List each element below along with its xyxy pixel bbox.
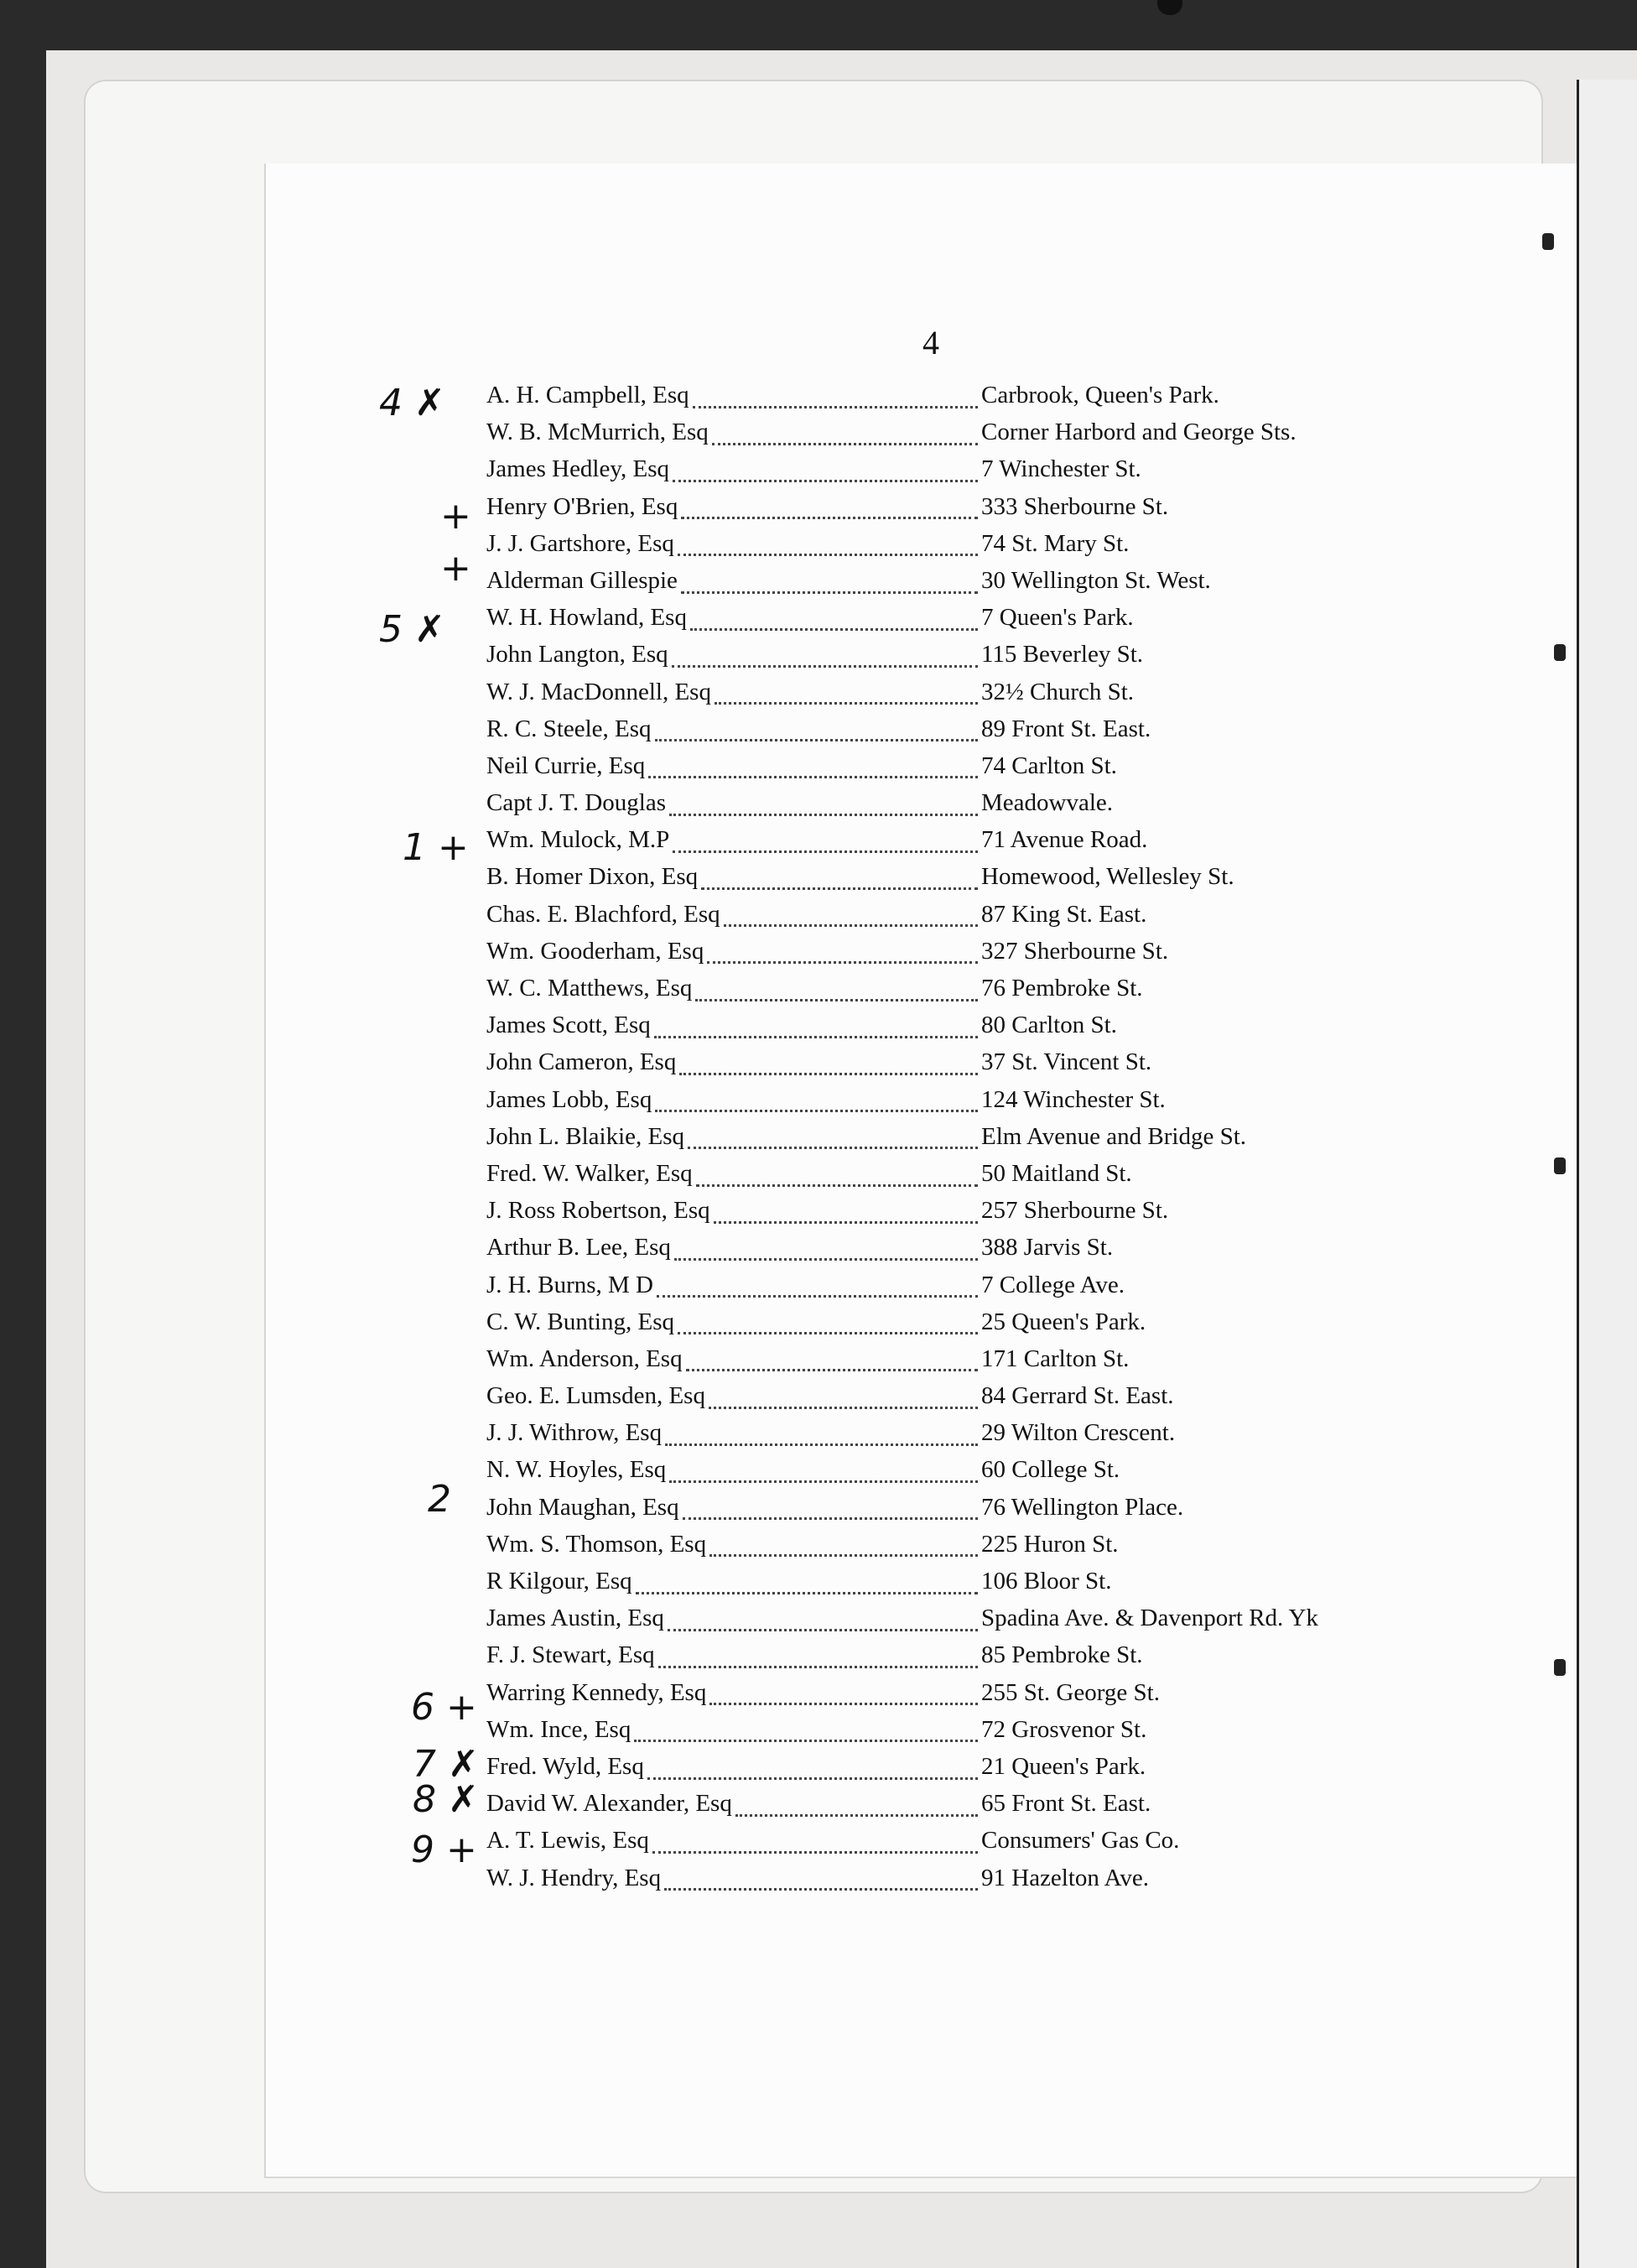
dot-leader	[683, 1517, 978, 1520]
entry-address: 85 Pembroke St.	[981, 1641, 1143, 1669]
list-item	[486, 1272, 1417, 1308]
entry-address: Carbrook, Queen's Park.	[981, 382, 1219, 408]
dot-leader	[709, 1703, 978, 1705]
entry-name: James Austin, Esq	[486, 1605, 664, 1632]
list-item	[486, 901, 1417, 938]
dot-leader	[679, 1073, 978, 1075]
list-item	[486, 1197, 1417, 1234]
handwritten-mark: 4 ✗	[379, 382, 445, 424]
handwritten-mark: 6 +	[411, 1686, 477, 1729]
dot-leader	[715, 702, 978, 705]
entry-address: 80 Carlton St.	[981, 1012, 1117, 1039]
dot-leader	[652, 1851, 978, 1854]
entry-address: 30 Wellington St. West.	[981, 566, 1211, 594]
entry-address: 7 College Ave.	[981, 1271, 1125, 1298]
list-item	[486, 530, 1417, 567]
dot-leader	[678, 554, 978, 556]
entry-name: Wm. S. Thomson, Esq	[486, 1530, 707, 1558]
entry-address: 225 Huron St.	[981, 1530, 1119, 1558]
dot-leader	[673, 480, 978, 482]
entry-name: Wm. Anderson, Esq	[486, 1345, 683, 1372]
dot-leader	[674, 1258, 978, 1261]
dot-leader	[681, 591, 978, 594]
dot-leader	[712, 443, 978, 445]
entry-name: James Lobb, Esq	[486, 1085, 652, 1113]
binding-tack-icon	[1554, 644, 1566, 661]
list-item	[486, 1568, 1417, 1605]
handwritten-mark: 8 ✗	[413, 1778, 479, 1821]
entry-address: 7 Winchester St.	[981, 455, 1141, 483]
entry-name: James Hedley, Esq	[486, 455, 669, 483]
dot-leader	[709, 1407, 978, 1409]
entry-address: Homewood, Wellesley St.	[981, 863, 1234, 891]
dot-leader	[648, 776, 978, 778]
entry-address: 171 Carlton St.	[981, 1345, 1130, 1372]
entry-address: 257 Sherbourne St.	[981, 1197, 1169, 1225]
scan-artifact	[1157, 0, 1182, 15]
entry-address: Spadina Ave. & Davenport Rd. Yk	[981, 1605, 1318, 1632]
entry-name: John Langton, Esq	[486, 641, 668, 668]
entry-address: 333 Sherbourne St.	[981, 492, 1169, 520]
dot-leader	[664, 1888, 978, 1891]
entry-name: W. J. MacDonnell, Esq	[486, 678, 711, 705]
handwritten-mark: 9 +	[411, 1828, 477, 1871]
handwritten-mark: 1 +	[403, 826, 469, 869]
entry-name: Chas. E. Blachford, Esq	[486, 900, 720, 928]
dot-leader	[690, 628, 978, 631]
entry-address: 76 Pembroke St.	[981, 975, 1143, 1001]
dot-leader	[673, 850, 978, 853]
entry-name: Alderman Gillespie	[486, 566, 678, 594]
list-item	[486, 1123, 1417, 1160]
list-item	[486, 1753, 1417, 1790]
entry-name: John Cameron, Esq	[486, 1048, 677, 1076]
dot-leader	[701, 887, 978, 890]
entry-name: Henry O'Brien, Esq	[486, 492, 678, 520]
entry-name: J. Ross Robertson, Esq	[486, 1197, 710, 1225]
entry-name: J. J. Gartshore, Esq	[486, 529, 674, 557]
dot-leader	[655, 1110, 978, 1112]
entry-name: R. C. Steele, Esq	[486, 715, 652, 742]
entry-name: Warring Kennedy, Esq	[486, 1678, 707, 1706]
dot-leader	[657, 1295, 978, 1298]
list-item	[486, 789, 1417, 826]
entry-name: A. H. Campbell, Esq	[486, 382, 689, 408]
list-item	[486, 975, 1417, 1012]
list-item	[486, 938, 1417, 975]
dot-leader	[669, 814, 978, 816]
entry-name: W. C. Matthews, Esq	[486, 975, 693, 1001]
binding-tack-icon	[1542, 233, 1554, 250]
entry-address: Consumers' Gas Co.	[981, 1827, 1180, 1854]
dot-leader	[636, 1592, 978, 1594]
dot-leader	[695, 999, 978, 1001]
list-item	[486, 1790, 1417, 1827]
entry-address: 327 Sherbourne St.	[981, 937, 1169, 965]
list-item	[486, 1716, 1417, 1753]
entry-name: Geo. E. Lumsden, Esq	[486, 1382, 705, 1410]
entry-address: 388 Jarvis St.	[981, 1234, 1114, 1261]
dot-leader	[724, 924, 978, 927]
list-item	[486, 567, 1417, 604]
entry-name: Wm. Ince, Esq	[486, 1715, 631, 1743]
entry-address: 76 Wellington Place.	[981, 1493, 1184, 1521]
list-item	[486, 1160, 1417, 1197]
entry-name: Fred. W. Walker, Esq	[486, 1159, 693, 1187]
handwritten-mark: +	[440, 495, 471, 538]
entry-address: 106 Bloor St.	[981, 1568, 1112, 1594]
entry-address: 50 Maitland St.	[981, 1159, 1132, 1187]
list-item	[486, 1827, 1417, 1864]
entry-address: Elm Avenue and Bridge St.	[981, 1122, 1246, 1150]
dot-leader	[681, 517, 978, 519]
entry-address: 32½ Church St.	[981, 678, 1135, 705]
entry-address: 91 Hazelton Ave.	[981, 1864, 1149, 1891]
entry-address: 7 Queen's Park.	[981, 604, 1134, 632]
entry-address: 87 King St. East.	[981, 900, 1147, 928]
entry-address: 21 Queen's Park.	[981, 1752, 1146, 1780]
entry-name: W. J. Hendry, Esq	[486, 1864, 662, 1891]
entry-name: F. J. Stewart, Esq	[486, 1641, 655, 1669]
list-item	[486, 1456, 1417, 1493]
list-item	[486, 863, 1417, 900]
entry-name: John Maughan, Esq	[486, 1493, 679, 1521]
dot-leader	[693, 406, 978, 408]
dot-leader	[678, 1332, 978, 1334]
entry-address: 71 Avenue Road.	[981, 826, 1148, 854]
list-item	[486, 1605, 1417, 1641]
entry-name: Wm. Mulock, M.P	[486, 826, 670, 854]
list-item	[486, 1234, 1417, 1271]
directory-list	[486, 382, 1417, 1901]
list-item	[486, 419, 1417, 455]
dot-leader	[707, 961, 978, 964]
entry-name: Capt J. T. Douglas	[486, 789, 667, 817]
entry-address: 89 Front St. East.	[981, 715, 1151, 742]
dot-leader	[634, 1740, 978, 1742]
entry-name: C. W. Bunting, Esq	[486, 1308, 674, 1335]
dot-leader	[696, 1184, 978, 1187]
dot-leader	[735, 1814, 978, 1817]
list-item	[486, 1086, 1417, 1123]
book-edge	[1577, 80, 1637, 2268]
entry-address: 74 Carlton St.	[981, 752, 1117, 779]
list-item	[486, 679, 1417, 715]
list-item	[486, 1419, 1417, 1456]
dot-leader	[709, 1554, 978, 1557]
dot-leader	[654, 1036, 978, 1038]
entry-name: W. H. Howland, Esq	[486, 604, 687, 632]
entry-name: A. T. Lewis, Esq	[486, 1827, 649, 1854]
entry-address: 25 Queen's Park.	[981, 1308, 1146, 1335]
list-item	[486, 1641, 1417, 1678]
entry-name: Fred. Wyld, Esq	[486, 1752, 644, 1780]
entry-name: J. J. Withrow, Esq	[486, 1419, 663, 1447]
list-item	[486, 1382, 1417, 1419]
entry-address: Meadowvale.	[981, 789, 1114, 817]
list-item	[486, 382, 1417, 419]
binding-tack-icon	[1554, 1659, 1566, 1676]
entry-address: 72 Grosvenor St.	[981, 1715, 1147, 1743]
list-item	[486, 1494, 1417, 1531]
dot-leader	[668, 1629, 978, 1631]
page-number: 4	[922, 324, 939, 362]
dot-leader	[686, 1369, 978, 1371]
entry-name: David W. Alexander, Esq	[486, 1790, 732, 1818]
handwritten-mark: +	[440, 547, 471, 590]
entry-address: 37 St. Vincent St.	[981, 1048, 1152, 1076]
entry-name: W. B. McMurrich, Esq	[486, 419, 709, 446]
list-item	[486, 1865, 1417, 1901]
dot-leader	[658, 1666, 978, 1668]
entry-name: John L. Blaikie, Esq	[486, 1122, 685, 1150]
dot-leader	[688, 1147, 978, 1149]
list-item	[486, 1012, 1417, 1048]
list-item	[486, 1048, 1417, 1085]
list-item	[486, 752, 1417, 789]
list-item	[486, 715, 1417, 752]
entry-address: 84 Gerrard St. East.	[981, 1382, 1174, 1410]
list-item	[486, 455, 1417, 492]
handwritten-mark: 5 ✗	[379, 608, 445, 651]
dot-leader	[672, 665, 978, 668]
entry-name: J. H. Burns, M D	[486, 1271, 653, 1298]
entry-address: 124 Winchester St.	[981, 1085, 1166, 1113]
entry-address: 74 St. Mary St.	[981, 529, 1130, 557]
entry-name: R Kilgour, Esq	[486, 1568, 632, 1594]
binding-tack-icon	[1554, 1157, 1566, 1174]
list-item	[486, 1679, 1417, 1716]
entry-name: Wm. Gooderham, Esq	[486, 937, 704, 965]
list-item	[486, 1308, 1417, 1345]
entry-name: James Scott, Esq	[486, 1012, 651, 1039]
list-item	[486, 826, 1417, 863]
dot-leader	[665, 1444, 978, 1446]
entry-address: 255 St. George St.	[981, 1678, 1160, 1706]
dot-leader	[714, 1221, 978, 1224]
handwritten-mark: 7 ✗	[413, 1743, 479, 1786]
entry-address: 65 Front St. East.	[981, 1790, 1151, 1818]
list-item	[486, 604, 1417, 641]
entry-name: N. W. Hoyles, Esq	[486, 1456, 667, 1484]
entry-address: 115 Beverley St.	[981, 641, 1144, 668]
dot-leader	[669, 1480, 978, 1483]
entry-name: Arthur B. Lee, Esq	[486, 1234, 671, 1261]
entry-name: B. Homer Dixon, Esq	[486, 863, 699, 891]
list-item	[486, 641, 1417, 678]
entry-address: 29 Wilton Crescent.	[981, 1419, 1176, 1447]
entry-address: 60 College St.	[981, 1456, 1120, 1484]
entry-address: Corner Harbord and George Sts.	[981, 419, 1297, 446]
list-item	[486, 493, 1417, 530]
dot-leader	[647, 1777, 978, 1780]
list-item	[486, 1531, 1417, 1568]
list-item	[486, 1345, 1417, 1382]
dot-leader	[655, 739, 978, 741]
handwritten-mark: 2	[428, 1478, 451, 1521]
entry-name: Neil Currie, Esq	[486, 752, 646, 779]
